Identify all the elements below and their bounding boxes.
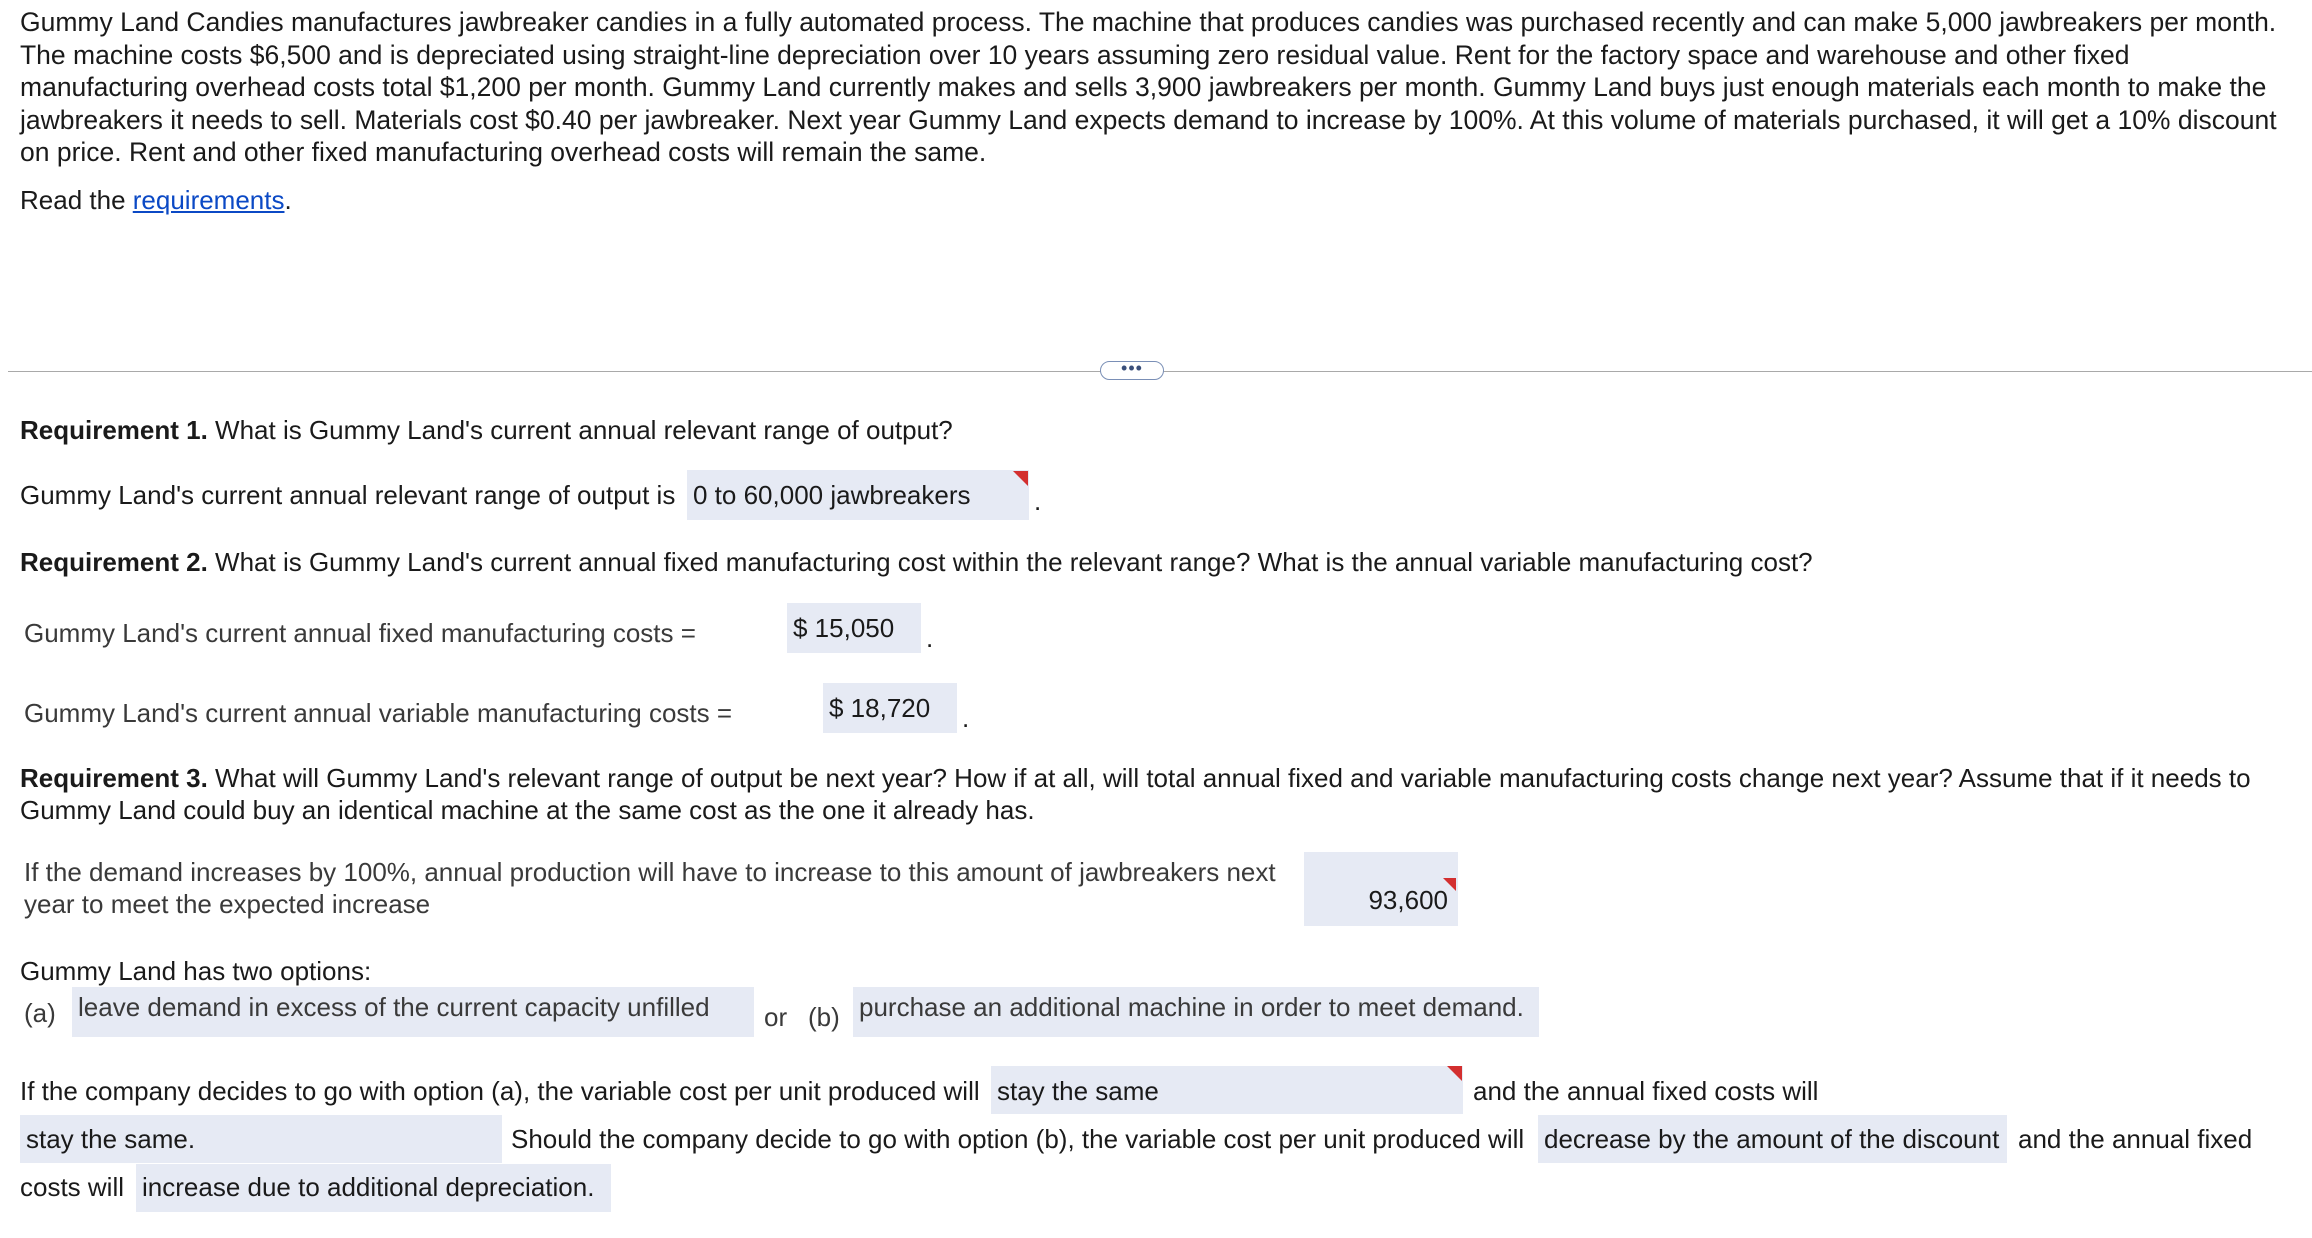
problem-statement: Gummy Land Candies manufactures jawbreaker candies in a fully automated process. The machine that produces candies was purchased recently and can make 5,000 jawbreakers per month. The machine costs $6,500 and is depreciated using straight-line depreciation over 10 years assuming zero residual value. Rent for the factory space and warehouse and other fixed manufacturing overhead costs total $1,200 per month. Gummy Land currently makes and sells 3,900 jawbreakers per month. Gummy Land buys just enough materials each month to make the jawbreakers it needs to sell. Materials cost $0.40 per jawbreaker. Next year Gummy Land expects demand to increase by 100%. At this volume of materials purchased, it will get a 10% discount on price. Rent and other fixed manufacturing overhead costs will remain the same.	[20, 7, 2277, 167]
option-a-field[interactable]	[72, 987, 754, 1037]
req3-question-line1: What will Gummy Land's relevant range of output be next year? How if at all, will total annual fixed and variable manufacturing costs change next year? Assume that if it needs to	[207, 763, 2251, 793]
s2-answer-value: stay the same.	[26, 1124, 196, 1154]
req1-answer-prefix: Gummy Land's current annual relevant range of output is	[20, 480, 676, 510]
option-a-label: (a)	[24, 998, 56, 1028]
req2-variable-input[interactable]	[823, 683, 957, 733]
option-b-value: purchase an additional machine in order to meet demand.	[859, 992, 1524, 1022]
req3-production-input[interactable]	[1304, 852, 1458, 926]
dropdown-flag-icon	[1447, 1066, 1462, 1081]
req2-variable-period: .	[962, 703, 970, 733]
option-a-value: leave demand in excess of the current capacity unfilled	[78, 992, 710, 1022]
read-prefix: Read the	[20, 185, 133, 215]
dropdown-flag-icon	[1013, 471, 1028, 486]
req3-production-line2: year to meet the expected increase	[24, 889, 431, 919]
req2-variable-label: Gummy Land's current annual variable manufacturing costs =	[24, 698, 733, 728]
req2-fixed-period: .	[926, 623, 934, 653]
req3-options-intro: Gummy Land has two options:	[20, 956, 372, 986]
req1-question: What is Gummy Land's current annual relevant range of output?	[207, 415, 953, 445]
req1-answer-dropdown[interactable]	[687, 470, 1029, 520]
req3-production-line1: If the demand increases by 100%, annual production will have to increase to this amount of jawbreakers next	[24, 857, 1276, 887]
s1-answer-dropdown[interactable]	[991, 1066, 1463, 1114]
req1-answer-value: 0 to 60,000 jawbreakers	[693, 480, 971, 510]
option-b-label: (b)	[808, 1002, 840, 1032]
req2-question: What is Gummy Land's current annual fixed manufacturing cost within the relevant range? What is the annual variable manufacturing cost?	[207, 547, 1813, 577]
read-requirements-line	[20, 184, 292, 216]
req3-heading	[20, 762, 2251, 794]
req2-fixed-value: $ 15,050	[793, 613, 895, 643]
s2-answer-field[interactable]	[20, 1115, 502, 1163]
req1-heading	[20, 414, 953, 446]
req2-label: Requirement 2.	[20, 547, 208, 577]
s1-suffix: and the annual fixed costs will	[1473, 1076, 1819, 1106]
s3-prefix: costs will	[20, 1172, 125, 1202]
s3-answer-field[interactable]	[136, 1164, 611, 1212]
s2-answer-b-field[interactable]	[1538, 1115, 2007, 1163]
req2-fixed-input[interactable]	[787, 603, 921, 653]
req2-heading	[20, 546, 1813, 578]
req2-fixed-label: Gummy Land's current annual fixed manufacturing costs =	[24, 618, 696, 648]
s2-mid: Should the company decide to go with option (b), the variable cost per unit produced will	[511, 1124, 1525, 1154]
req2-variable-value: $ 18,720	[829, 693, 931, 723]
input-flag-icon	[1443, 878, 1456, 891]
requirements-link[interactable]: requirements	[132, 185, 285, 215]
read-suffix: .	[284, 185, 292, 215]
expand-more-button[interactable]: •••	[1100, 361, 1164, 380]
s3-answer-value: increase due to additional depreciation.	[142, 1172, 595, 1202]
req3-production-value: 93,600	[1368, 885, 1448, 915]
s2-answer-b-value: decrease by the amount of the discount	[1544, 1124, 2000, 1154]
s2-suffix: and the annual fixed	[2018, 1124, 2253, 1154]
option-or: or	[764, 1002, 788, 1032]
req1-period: .	[1034, 486, 1042, 516]
s1-answer-value: stay the same	[997, 1076, 1159, 1106]
req1-label: Requirement 1.	[20, 415, 208, 445]
option-b-field[interactable]	[853, 987, 1539, 1037]
req3-question-line2: Gummy Land could buy an identical machine at the same cost as the one it already has.	[20, 795, 1035, 825]
req3-label: Requirement 3.	[20, 763, 208, 793]
s1-prefix: If the company decides to go with option (a), the variable cost per unit produced will	[20, 1076, 980, 1106]
